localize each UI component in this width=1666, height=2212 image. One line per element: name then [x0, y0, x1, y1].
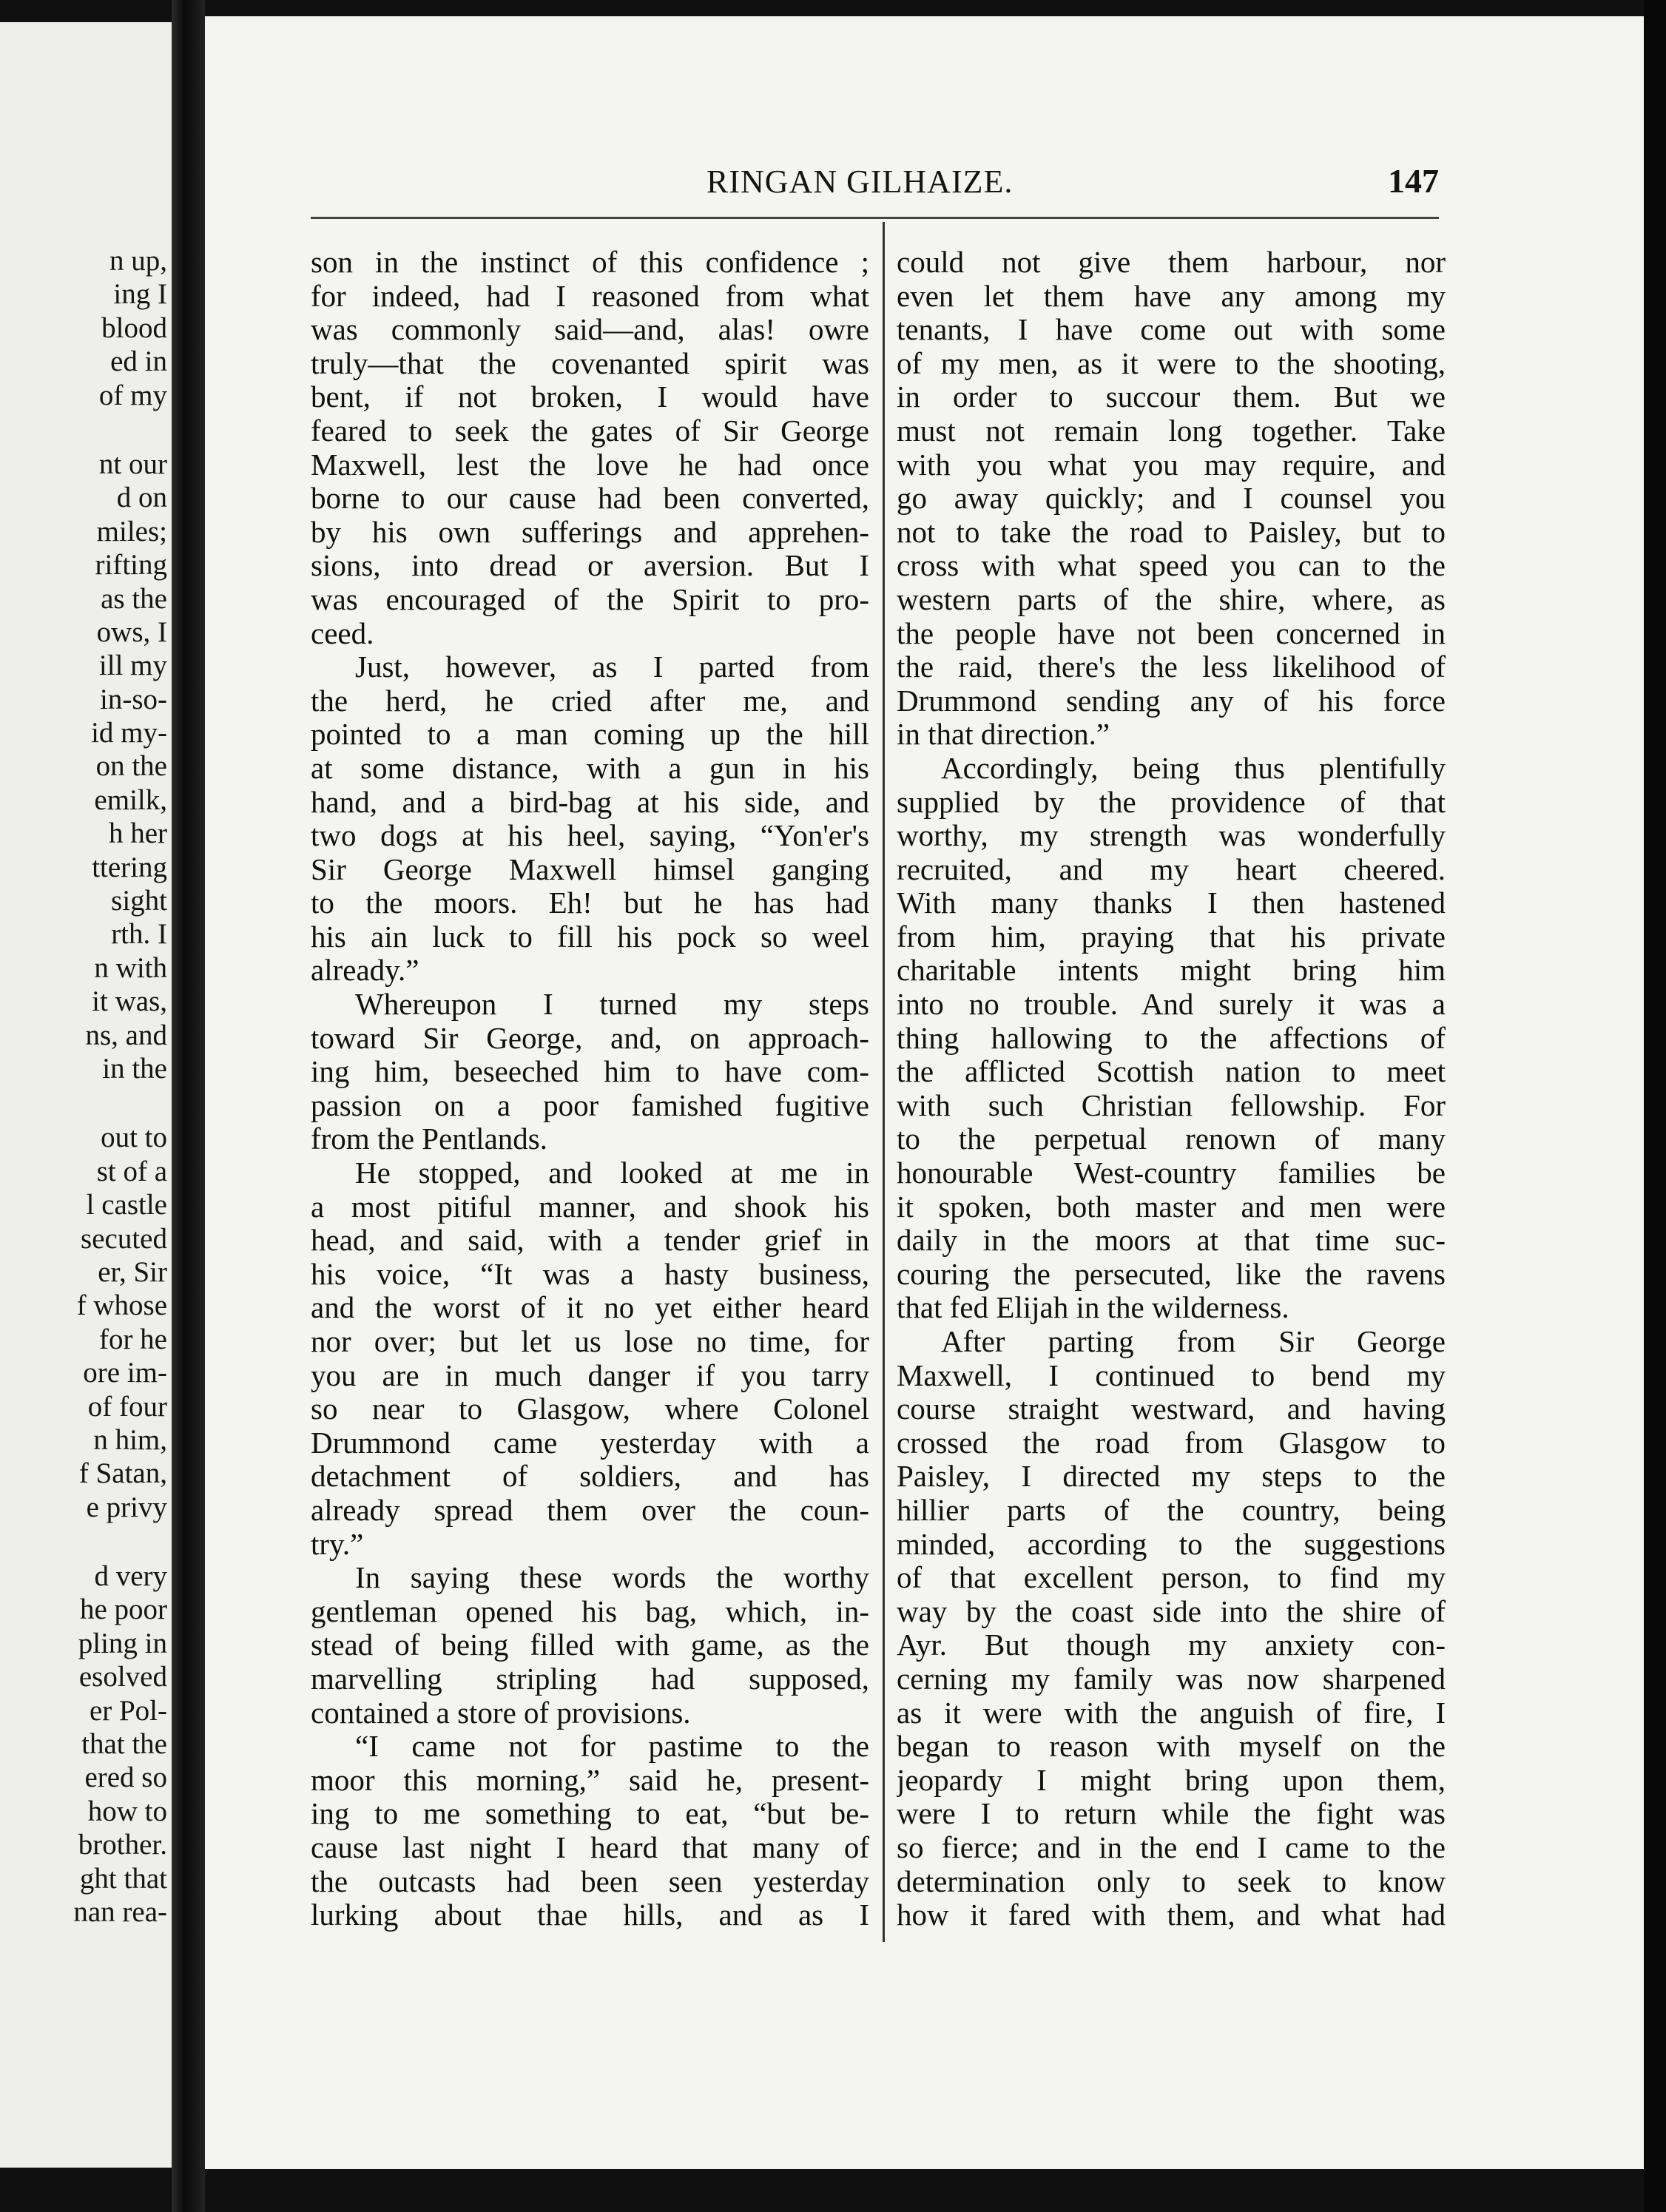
text-line: jeopardy I might bring upon them, [897, 1763, 1446, 1797]
text-line: Whereupon I turned my steps [355, 988, 869, 1022]
text-line: to the perpetual renown of many [897, 1122, 1446, 1156]
facing-page-line: how to [87, 1795, 167, 1827]
text-line: for indeed, had I reasoned from what [311, 279, 869, 313]
text-column-right [897, 246, 1446, 1932]
facing-page-line: er Pol- [89, 1694, 167, 1727]
text-line: way by the coast side into the shire of [897, 1594, 1446, 1628]
text-line: by his own sufferings and apprehen- [311, 515, 869, 549]
text-line: Sir George Maxwell himsel ganging [311, 852, 869, 886]
text-line: supplied by the providence of that [897, 785, 1446, 819]
text-line: cause last night I heard that many of [311, 1830, 869, 1864]
text-line: in order to succour them. But we [897, 380, 1446, 414]
facing-page-line: in-so- [100, 683, 167, 715]
facing-page-line: ns, and [85, 1019, 167, 1051]
facing-page-line: esolved [78, 1661, 167, 1693]
text-line: truly—that the covenanted spirit was [311, 346, 869, 380]
facing-page-line [0, 412, 167, 448]
text-line: Maxwell, I continued to bend my [897, 1358, 1446, 1392]
text-line: with you what you may require, and [897, 448, 1446, 482]
text-line: from him, praying that his private [897, 920, 1446, 954]
page-header [311, 155, 1439, 215]
text-line: moor this morning,” said he, present- [311, 1763, 869, 1797]
text-line: to the moors. Eh! but he has had [311, 886, 869, 920]
facing-page-line: f Satan, [78, 1457, 167, 1490]
text-line: how it fared with them, and what had [897, 1898, 1446, 1932]
text-line: Maxwell, lest the love he had once [311, 448, 869, 482]
text-line: hillier parts of the country, being [897, 1493, 1446, 1527]
facing-page-line: brother. [78, 1829, 167, 1861]
text-line: cross with what speed you can to the [897, 549, 1446, 583]
scan-border [1644, 0, 1666, 2212]
text-line: crossed the road from Glasgow to [897, 1426, 1446, 1460]
text-line: minded, according to the suggestions [897, 1527, 1446, 1561]
header-rule [311, 217, 1439, 219]
facing-page-line: n him, [93, 1423, 167, 1456]
facing-page-line: h her [108, 817, 167, 850]
text-line: already spread them over the coun- [311, 1493, 869, 1527]
text-column-left [311, 246, 869, 1932]
text-line: feared to seek the gates of Sir George [311, 414, 869, 448]
text-line: With many thanks I then hastened [897, 886, 1446, 920]
text-line: ing him, beseeched him to have com- [311, 1055, 869, 1089]
text-line: was encouraged of the Spirit to pro- [311, 582, 869, 616]
text-line: in that direction.” [897, 718, 1110, 752]
text-line: of that excellent person, to find my [897, 1561, 1446, 1595]
facing-page-line: id my- [91, 717, 167, 749]
text-line: determination only to seek to know [897, 1864, 1446, 1898]
text-line: After parting from Sir George [941, 1325, 1446, 1358]
text-line: so fierce; and in the end I came to the [897, 1830, 1446, 1864]
facing-page-line: ore im- [83, 1357, 167, 1389]
facing-page-line: rth. I [111, 918, 167, 951]
facing-page-line: of my [98, 379, 167, 411]
facing-page-line: nt our [98, 448, 167, 480]
facing-page-line: it was, [92, 985, 167, 1018]
text-line: western parts of the shire, where, as [897, 582, 1446, 616]
text-line: He stopped, and looked at me in [355, 1156, 869, 1190]
text-line: and the worst of it no yet either heard [311, 1291, 869, 1325]
text-line: the afflicted Scottish nation to meet [897, 1055, 1446, 1089]
text-line: pointed to a man coming up the hill [311, 718, 869, 752]
text-line: his voice, “It was a hasty business, [311, 1257, 869, 1291]
text-line: could not give them harbour, nor [897, 246, 1446, 279]
text-line: Just, however, as I parted from [355, 650, 869, 684]
text-line: even let them have any among my [897, 279, 1446, 313]
text-line: recruited, and my heart cheered. [897, 852, 1446, 886]
facing-page-line: blood [101, 311, 167, 344]
text-line: daily in the moors at that time suc- [897, 1224, 1446, 1258]
facing-page-line: n up, [109, 245, 167, 277]
running-head: RINGAN GILHAIZE. [706, 163, 1014, 200]
facing-page [0, 22, 172, 2168]
facing-page-line: er, Sir [98, 1255, 167, 1288]
facing-page-line: sight [111, 885, 167, 917]
facing-page-line [0, 1085, 167, 1121]
text-line: of my men, as it were to the shooting, [897, 346, 1446, 380]
facing-page-line: of four [87, 1390, 167, 1423]
text-line: gentleman opened his bag, which, in- [311, 1594, 869, 1628]
text-line: was commonly said—and, alas! owre [311, 313, 869, 347]
facing-page-line: for he [98, 1323, 167, 1355]
text-line: detachment of soldiers, and has [311, 1460, 869, 1494]
facing-page-line: nan rea- [73, 1895, 167, 1928]
facing-page-line: miles; [96, 515, 167, 547]
text-line: contained a store of provisions. [311, 1696, 691, 1730]
text-line: his ain luck to fill his pock so weel [311, 920, 869, 954]
facing-page-line: ows, I [96, 616, 167, 648]
book-gutter [172, 0, 205, 2212]
facing-page-line: ed in [110, 345, 167, 378]
text-line: were I to return while the fight was [897, 1797, 1446, 1831]
facing-page-line: e privy [86, 1491, 167, 1523]
facing-page-line [0, 1524, 167, 1559]
text-line: not to take the road to Paisley, but to [897, 515, 1446, 549]
text-line: it spoken, both master and men were [897, 1190, 1446, 1224]
facing-page-line: d on [116, 482, 167, 514]
text-line: ing to me something to eat, “but be- [311, 1797, 869, 1831]
facing-page-line: he poor [79, 1594, 167, 1626]
text-line: into no trouble. And surely it was a [897, 988, 1446, 1022]
text-line: a most pitiful manner, and shook his [311, 1190, 869, 1224]
text-line: lurking about thae hills, and as I [311, 1898, 869, 1932]
column-divider [883, 222, 885, 1942]
text-line: thing hallowing to the affections of [897, 1021, 1446, 1055]
facing-page-text [0, 244, 167, 1929]
text-line: worthy, my strength was wonderfully [897, 819, 1446, 853]
text-line: passion on a poor famished fugitive [311, 1088, 869, 1122]
text-line: Paisley, I directed my steps to the [897, 1460, 1446, 1494]
text-line: must not remain long together. Take [897, 414, 1446, 448]
facing-page-line: in the [102, 1052, 167, 1085]
text-line: Drummond came yesterday with a [311, 1426, 869, 1460]
text-line: sions, into dread or aversion. But I [311, 549, 869, 583]
page-number: 147 [1388, 162, 1439, 200]
facing-page-line: d very [94, 1560, 167, 1593]
facing-page-line: secuted [81, 1222, 167, 1255]
text-line: that fed Elijah in the wilderness. [897, 1291, 1289, 1325]
text-line: borne to our cause had been converted, [311, 482, 869, 516]
text-line: Drummond sending any of his force [897, 684, 1446, 718]
text-line: two dogs at his heel, saying, “Yon'er's [311, 819, 869, 853]
text-line: so near to Glasgow, where Colonel [311, 1392, 869, 1426]
text-line: the people have not been concerned in [897, 616, 1446, 650]
text-line: marvelling stripling had supposed, [311, 1662, 869, 1696]
text-line: head, and said, with a tender grief in [311, 1224, 869, 1258]
facing-page-line: st of a [96, 1155, 167, 1187]
text-line: In saying these words the worthy [355, 1561, 869, 1595]
text-line: cerning my family was now sharpened [897, 1662, 1446, 1696]
text-line: with such Christian fellowship. For [897, 1088, 1446, 1122]
text-line: bent, if not broken, I would have [311, 380, 869, 414]
text-line: couring the persecuted, like the ravens [897, 1257, 1446, 1291]
text-line: try.” [311, 1527, 364, 1561]
text-line: charitable intents might bring him [897, 954, 1446, 988]
text-line: stead of being filled with game, as the [311, 1628, 869, 1662]
text-line: tenants, I have come out with some [897, 313, 1446, 347]
text-line: from the Pentlands. [311, 1122, 547, 1156]
text-line: ceed. [311, 616, 374, 650]
text-line: toward Sir George, and, on approach- [311, 1021, 869, 1055]
text-line: already.” [311, 954, 419, 988]
facing-page-line: l castle [86, 1189, 167, 1221]
facing-page-line: ing I [113, 278, 167, 311]
facing-page-line: f whose [76, 1289, 167, 1322]
facing-page-line: ered so [84, 1761, 167, 1794]
facing-page-line: that the [81, 1728, 167, 1761]
text-line: the outcasts had been seen yesterday [311, 1864, 869, 1898]
text-line: the herd, he cried after me, and [311, 684, 869, 718]
text-line: son in the instinct of this confidence ; [311, 246, 869, 279]
facing-page-line: emilk, [94, 783, 167, 816]
facing-page-line: pling in [78, 1627, 167, 1659]
facing-page-line: n with [94, 951, 167, 984]
text-line: hand, and a bird-bag at his side, and [311, 785, 869, 819]
text-line: began to reason with myself on the [897, 1730, 1446, 1764]
text-line: course straight westward, and having [897, 1392, 1446, 1426]
facing-page-line: on the [95, 750, 167, 783]
facing-page-line: ill my [98, 650, 167, 682]
facing-page-line: out to [101, 1122, 167, 1154]
text-line: at some distance, with a gun in his [311, 751, 869, 785]
text-line: Accordingly, being thus plentifully [941, 751, 1446, 785]
facing-page-line: ght that [79, 1862, 167, 1895]
facing-page-line: as the [101, 582, 167, 615]
text-line: honourable West-country families be [897, 1156, 1446, 1190]
text-line: Ayr. But though my anxiety con- [897, 1628, 1446, 1662]
text-line: go away quickly; and I counsel you [897, 482, 1446, 516]
text-line: the raid, there's the less likelihood of [897, 650, 1446, 684]
text-line: “I came not for pastime to the [355, 1730, 869, 1764]
facing-page-line: ttering [92, 851, 167, 883]
facing-page-line: rifting [95, 549, 167, 581]
text-line: nor over; but let us lose no time, for [311, 1325, 869, 1358]
text-line: as it were with the anguish of fire, I [897, 1696, 1446, 1730]
text-line: you are in much danger if you tarry [311, 1358, 869, 1392]
